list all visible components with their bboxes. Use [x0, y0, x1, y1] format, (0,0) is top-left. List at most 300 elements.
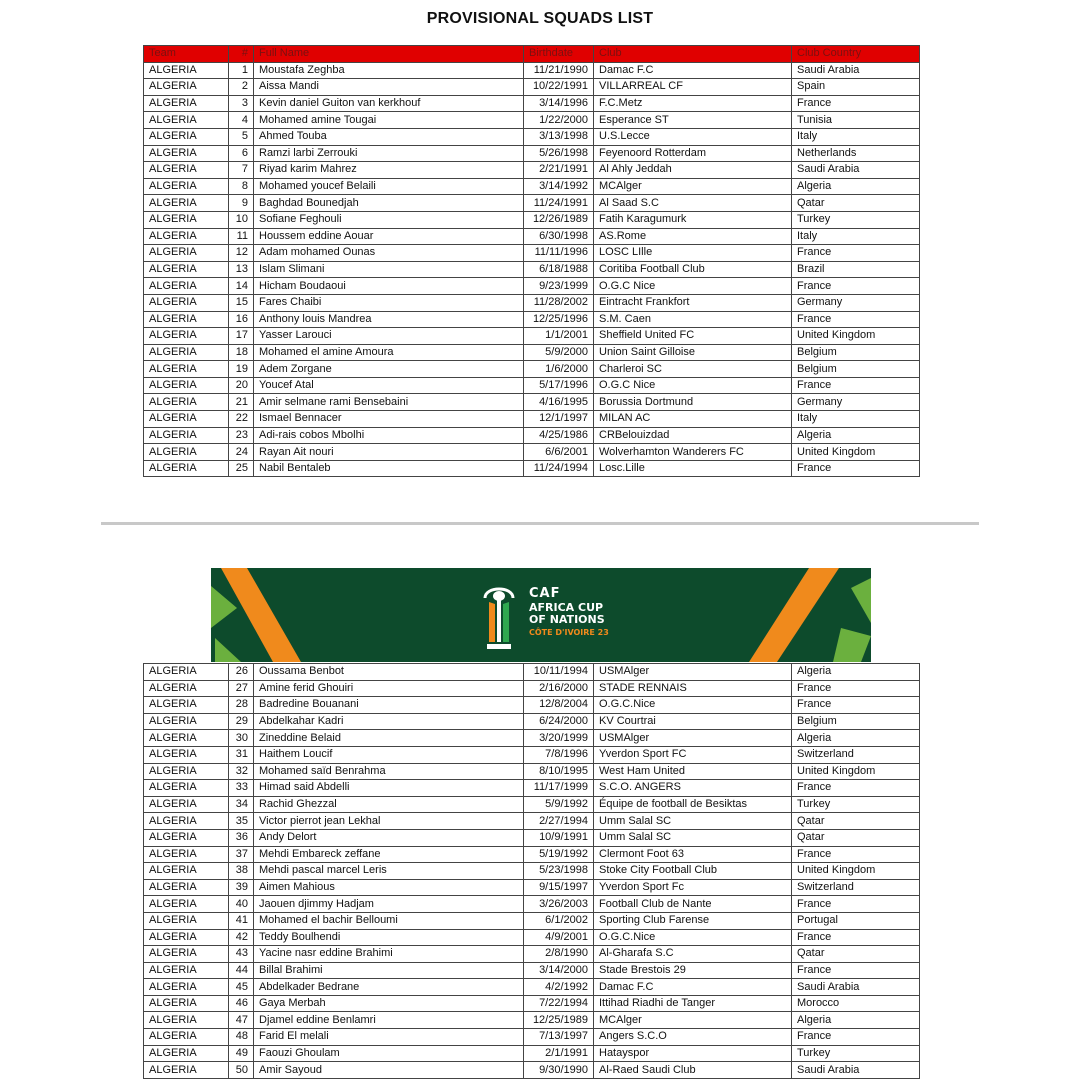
cell-number: 21 [229, 394, 254, 411]
cell-full-name: Sofiane Feghouli [254, 211, 524, 228]
cell-birthdate: 11/28/2002 [524, 294, 594, 311]
cell-number: 6 [229, 145, 254, 162]
cell-birthdate: 11/24/1994 [524, 460, 594, 477]
cell-team: ALGERIA [144, 697, 229, 714]
table-row [144, 995, 920, 1012]
cell-full-name: Rayan Ait nouri [254, 444, 524, 461]
cell-club-country: United Kingdom [792, 444, 920, 461]
cell-team: ALGERIA [144, 444, 229, 461]
cell-club: O.G.C Nice [594, 278, 792, 295]
cell-club-country: Qatar [792, 946, 920, 963]
cell-birthdate: 6/6/2001 [524, 444, 594, 461]
cell-birthdate: 6/1/2002 [524, 912, 594, 929]
cell-team: ALGERIA [144, 1012, 229, 1029]
cell-team: ALGERIA [144, 863, 229, 880]
table-row [144, 195, 920, 212]
cell-club-country: Italy [792, 228, 920, 245]
table-row [144, 444, 920, 461]
cell-birthdate: 11/24/1991 [524, 195, 594, 212]
cell-full-name: Andy Delort [254, 829, 524, 846]
cell-number: 41 [229, 912, 254, 929]
cell-number: 26 [229, 664, 254, 681]
cell-club-country: United Kingdom [792, 863, 920, 880]
cell-club: West Ham United [594, 763, 792, 780]
cell-birthdate: 4/9/2001 [524, 929, 594, 946]
cell-club: Football Club de Nante [594, 896, 792, 913]
cell-birthdate: 7/13/1997 [524, 1029, 594, 1046]
cell-club: Wolverhamton Wanderers FC [594, 444, 792, 461]
cell-number: 42 [229, 929, 254, 946]
cell-club: Ittihad Riadhi de Tanger [594, 995, 792, 1012]
page-title: PROVISIONAL SQUADS LIST [426, 10, 654, 27]
table-row [144, 95, 920, 112]
cell-club: Hatayspor [594, 1045, 792, 1062]
cell-club-country: Turkey [792, 1045, 920, 1062]
cell-birthdate: 2/21/1991 [524, 162, 594, 179]
cell-birthdate: 12/25/1989 [524, 1012, 594, 1029]
cell-full-name: Zineddine Belaid [254, 730, 524, 747]
cell-birthdate: 12/1/1997 [524, 411, 594, 428]
cell-birthdate: 3/13/1998 [524, 128, 594, 145]
cell-club-country: Belgium [792, 361, 920, 378]
cell-birthdate: 12/8/2004 [524, 697, 594, 714]
cell-club: Union Saint Gilloise [594, 344, 792, 361]
cell-team: ALGERIA [144, 128, 229, 145]
cell-club-country: Algeria [792, 664, 920, 681]
cell-full-name: Ismael Bennacer [254, 411, 524, 428]
logo-line-3: CÔTE D'IVOIRE 23 [529, 628, 609, 637]
cell-club-country: Algeria [792, 178, 920, 195]
table-row [144, 730, 920, 747]
cell-full-name: Adi-rais cobos Mbolhi [254, 427, 524, 444]
cell-number: 33 [229, 780, 254, 797]
table-row [144, 411, 920, 428]
table-row [144, 879, 920, 896]
cell-club-country: Saudi Arabia [792, 979, 920, 996]
cell-number: 12 [229, 245, 254, 262]
cell-club: Sheffield United FC [594, 328, 792, 345]
cell-birthdate: 1/22/2000 [524, 112, 594, 129]
table-row [144, 979, 920, 996]
cell-club: MCAlger [594, 178, 792, 195]
cell-birthdate: 6/18/1988 [524, 261, 594, 278]
cell-team: ALGERIA [144, 411, 229, 428]
header-full-name: Full Name [254, 46, 524, 63]
cell-number: 1 [229, 62, 254, 79]
cell-birthdate: 9/23/1999 [524, 278, 594, 295]
cell-club-country: Algeria [792, 1012, 920, 1029]
cell-full-name: Moustafa Zeghba [254, 62, 524, 79]
cell-club-country: Brazil [792, 261, 920, 278]
cell-club: MCAlger [594, 1012, 792, 1029]
cell-full-name: Oussama Benbot [254, 664, 524, 681]
table-row [144, 664, 920, 681]
cell-number: 5 [229, 128, 254, 145]
header-club-country: Club Country [792, 46, 920, 63]
cell-number: 43 [229, 946, 254, 963]
cell-club: Angers S.C.O [594, 1029, 792, 1046]
cell-team: ALGERIA [144, 680, 229, 697]
cell-team: ALGERIA [144, 979, 229, 996]
cell-club: Umm Salal SC [594, 829, 792, 846]
table-row [144, 145, 920, 162]
afcon-logo-text [529, 588, 609, 639]
cell-team: ALGERIA [144, 763, 229, 780]
cell-number: 31 [229, 746, 254, 763]
cell-number: 44 [229, 962, 254, 979]
cell-birthdate: 10/11/1994 [524, 664, 594, 681]
cell-club: Yverdon Sport Fc [594, 879, 792, 896]
table-row [144, 863, 920, 880]
cell-full-name: Billal Brahimi [254, 962, 524, 979]
cell-full-name: Badredine Bouanani [254, 697, 524, 714]
cell-club: Stade Brestois 29 [594, 962, 792, 979]
cell-club-country: United Kingdom [792, 763, 920, 780]
cell-team: ALGERIA [144, 796, 229, 813]
cell-number: 28 [229, 697, 254, 714]
cell-club-country: Qatar [792, 813, 920, 830]
cell-birthdate: 2/27/1994 [524, 813, 594, 830]
cell-number: 40 [229, 896, 254, 913]
cell-club-country: Spain [792, 79, 920, 96]
cell-club: O.G.C.Nice [594, 929, 792, 946]
table-row [144, 796, 920, 813]
cell-club: Damac F.C [594, 62, 792, 79]
cell-number: 36 [229, 829, 254, 846]
cell-team: ALGERIA [144, 112, 229, 129]
cell-club: S.C.O. ANGERS [594, 780, 792, 797]
cell-number: 17 [229, 328, 254, 345]
cell-number: 19 [229, 361, 254, 378]
cell-full-name: Yasser Larouci [254, 328, 524, 345]
table-header-row [144, 46, 920, 63]
cell-full-name: Houssem eddine Aouar [254, 228, 524, 245]
cell-club-country: France [792, 697, 920, 714]
cell-club-country: France [792, 780, 920, 797]
cell-team: ALGERIA [144, 1029, 229, 1046]
cell-club-country: Saudi Arabia [792, 62, 920, 79]
cell-club-country: France [792, 311, 920, 328]
cell-team: ALGERIA [144, 195, 229, 212]
logo-line-1: AFRICA CUP [529, 601, 604, 614]
cell-number: 50 [229, 1062, 254, 1079]
cell-club-country: France [792, 896, 920, 913]
cell-team: ALGERIA [144, 879, 229, 896]
cell-club-country: Switzerland [792, 746, 920, 763]
cell-team: ALGERIA [144, 460, 229, 477]
cell-number: 48 [229, 1029, 254, 1046]
cell-team: ALGERIA [144, 62, 229, 79]
table-row [144, 62, 920, 79]
cell-club: VILLARREAL CF [594, 79, 792, 96]
cell-full-name: Islam Slimani [254, 261, 524, 278]
cell-birthdate: 3/14/2000 [524, 962, 594, 979]
table-row [144, 128, 920, 145]
cell-number: 30 [229, 730, 254, 747]
table-row [144, 460, 920, 477]
cell-birthdate: 5/26/1998 [524, 145, 594, 162]
cell-number: 39 [229, 879, 254, 896]
cell-club: O.G.C Nice [594, 377, 792, 394]
cell-birthdate: 11/11/1996 [524, 245, 594, 262]
cell-club-country: France [792, 929, 920, 946]
cell-number: 45 [229, 979, 254, 996]
cell-club: S.M. Caen [594, 311, 792, 328]
cell-full-name: Youcef Atal [254, 377, 524, 394]
cell-full-name: Adem Zorgane [254, 361, 524, 378]
cell-full-name: Hicham Boudaoui [254, 278, 524, 295]
cell-birthdate: 8/10/1995 [524, 763, 594, 780]
cell-team: ALGERIA [144, 145, 229, 162]
cell-full-name: Faouzi Ghoulam [254, 1045, 524, 1062]
logo-line-2: OF NATIONS [529, 613, 605, 626]
cell-club: U.S.Lecce [594, 128, 792, 145]
cell-number: 2 [229, 79, 254, 96]
cell-full-name: Yacine nasr eddine Brahimi [254, 946, 524, 963]
header-number: # [229, 46, 254, 63]
cell-club: Fatih Karagumurk [594, 211, 792, 228]
cell-team: ALGERIA [144, 1045, 229, 1062]
afcon-banner [211, 568, 871, 662]
cell-club-country: United Kingdom [792, 328, 920, 345]
cell-club-country: Saudi Arabia [792, 162, 920, 179]
cell-club: Borussia Dortmund [594, 394, 792, 411]
cell-full-name: Himad said Abdelli [254, 780, 524, 797]
cell-club-country: France [792, 245, 920, 262]
table-row [144, 680, 920, 697]
cell-club: AS.Rome [594, 228, 792, 245]
cell-team: ALGERIA [144, 912, 229, 929]
cell-team: ALGERIA [144, 79, 229, 96]
cell-birthdate: 2/16/2000 [524, 680, 594, 697]
cell-birthdate: 4/16/1995 [524, 394, 594, 411]
cell-full-name: Ahmed Touba [254, 128, 524, 145]
cell-number: 49 [229, 1045, 254, 1062]
cell-birthdate: 6/24/2000 [524, 713, 594, 730]
cell-number: 4 [229, 112, 254, 129]
cell-club: Al Saad S.C [594, 195, 792, 212]
cell-full-name: Mehdi Embareck zeffane [254, 846, 524, 863]
cell-birthdate: 1/6/2000 [524, 361, 594, 378]
caf-wordmark: CAF [529, 586, 561, 601]
table-row [144, 846, 920, 863]
cell-team: ALGERIA [144, 427, 229, 444]
header-team: Team [144, 46, 229, 63]
cell-club-country: Algeria [792, 427, 920, 444]
cell-number: 22 [229, 411, 254, 428]
cell-birthdate: 6/30/1998 [524, 228, 594, 245]
table-row [144, 962, 920, 979]
cell-number: 24 [229, 444, 254, 461]
cell-team: ALGERIA [144, 211, 229, 228]
cell-club-country: France [792, 377, 920, 394]
cell-full-name: Fares Chaibi [254, 294, 524, 311]
cell-club-country: Turkey [792, 211, 920, 228]
table-row [144, 929, 920, 946]
cell-number: 47 [229, 1012, 254, 1029]
cell-full-name: Abdelkader Bedrane [254, 979, 524, 996]
cell-team: ALGERIA [144, 95, 229, 112]
cell-club-country: France [792, 278, 920, 295]
cell-full-name: Mehdi pascal marcel Leris [254, 863, 524, 880]
cell-birthdate: 5/17/1996 [524, 377, 594, 394]
cell-full-name: Adam mohamed Ounas [254, 245, 524, 262]
cell-number: 18 [229, 344, 254, 361]
cell-full-name: Kevin daniel Guiton van kerkhouf [254, 95, 524, 112]
cell-team: ALGERIA [144, 713, 229, 730]
cell-club: Umm Salal SC [594, 813, 792, 830]
table-row [144, 896, 920, 913]
cell-club: KV Courtrai [594, 713, 792, 730]
cell-birthdate: 2/8/1990 [524, 946, 594, 963]
cell-number: 13 [229, 261, 254, 278]
cell-birthdate: 11/17/1999 [524, 780, 594, 797]
cell-full-name: Teddy Boulhendi [254, 929, 524, 946]
cell-number: 27 [229, 680, 254, 697]
cell-team: ALGERIA [144, 178, 229, 195]
cell-club: Sporting Club Farense [594, 912, 792, 929]
cell-number: 7 [229, 162, 254, 179]
header-birthdate: Birthdate [524, 46, 594, 63]
table-row [144, 1012, 920, 1029]
cell-team: ALGERIA [144, 311, 229, 328]
cell-number: 20 [229, 377, 254, 394]
table-row [144, 763, 920, 780]
cell-club-country: Belgium [792, 713, 920, 730]
cell-club-country: Turkey [792, 796, 920, 813]
cell-number: 29 [229, 713, 254, 730]
cell-full-name: Amine ferid Ghouiri [254, 680, 524, 697]
table-row [144, 1029, 920, 1046]
cell-number: 8 [229, 178, 254, 195]
cell-birthdate: 11/21/1990 [524, 62, 594, 79]
cell-club-country: Italy [792, 128, 920, 145]
cell-full-name: Abdelkahar Kadri [254, 713, 524, 730]
cell-number: 32 [229, 763, 254, 780]
cell-birthdate: 7/22/1994 [524, 995, 594, 1012]
cell-team: ALGERIA [144, 245, 229, 262]
table-row [144, 178, 920, 195]
header-club: Club [594, 46, 792, 63]
cell-club: CRBelouizdad [594, 427, 792, 444]
table-row [144, 1062, 920, 1079]
cell-club-country: Netherlands [792, 145, 920, 162]
cell-birthdate: 4/25/1986 [524, 427, 594, 444]
cell-club: Damac F.C [594, 979, 792, 996]
cell-club-country: France [792, 846, 920, 863]
cell-full-name: Aimen Mahious [254, 879, 524, 896]
table-row [144, 162, 920, 179]
cell-team: ALGERIA [144, 377, 229, 394]
cell-number: 16 [229, 311, 254, 328]
table-row [144, 79, 920, 96]
cell-club: USMAlger [594, 664, 792, 681]
cell-club: Coritiba Football Club [594, 261, 792, 278]
cell-full-name: Djamel eddine Benlamri [254, 1012, 524, 1029]
cell-full-name: Amir Sayoud [254, 1062, 524, 1079]
cell-club-country: Belgium [792, 344, 920, 361]
cell-club: Équipe de football de Besiktas [594, 796, 792, 813]
table-row [144, 946, 920, 963]
cell-club: Al-Raed Saudi Club [594, 1062, 792, 1079]
cell-birthdate: 9/30/1990 [524, 1062, 594, 1079]
table-row [144, 427, 920, 444]
cell-full-name: Anthony louis Mandrea [254, 311, 524, 328]
table-row [144, 112, 920, 129]
cell-full-name: Ramzi larbi Zerrouki [254, 145, 524, 162]
cell-number: 10 [229, 211, 254, 228]
cell-team: ALGERIA [144, 328, 229, 345]
cell-club-country: Portugal [792, 912, 920, 929]
cell-team: ALGERIA [144, 394, 229, 411]
cell-club: Clermont Foot 63 [594, 846, 792, 863]
cell-club-country: Saudi Arabia [792, 1062, 920, 1079]
cell-birthdate: 12/26/1989 [524, 211, 594, 228]
cell-birthdate: 7/8/1996 [524, 746, 594, 763]
cell-full-name: Mohamed el amine Amoura [254, 344, 524, 361]
cell-team: ALGERIA [144, 261, 229, 278]
cell-club-country: Germany [792, 294, 920, 311]
cell-full-name: Haithem Loucif [254, 746, 524, 763]
cell-team: ALGERIA [144, 664, 229, 681]
cell-team: ALGERIA [144, 1062, 229, 1079]
cell-team: ALGERIA [144, 946, 229, 963]
cell-team: ALGERIA [144, 780, 229, 797]
cell-full-name: Gaya Merbah [254, 995, 524, 1012]
cell-club-country: France [792, 962, 920, 979]
cell-number: 11 [229, 228, 254, 245]
cell-number: 23 [229, 427, 254, 444]
cell-full-name: Rachid Ghezzal [254, 796, 524, 813]
cell-team: ALGERIA [144, 228, 229, 245]
table-row [144, 361, 920, 378]
cell-team: ALGERIA [144, 746, 229, 763]
cell-team: ALGERIA [144, 162, 229, 179]
cell-birthdate: 1/1/2001 [524, 328, 594, 345]
cell-number: 15 [229, 294, 254, 311]
cell-number: 38 [229, 863, 254, 880]
cell-full-name: Nabil Bentaleb [254, 460, 524, 477]
cell-number: 3 [229, 95, 254, 112]
cell-team: ALGERIA [144, 829, 229, 846]
cell-birthdate: 3/26/2003 [524, 896, 594, 913]
cell-club-country: France [792, 95, 920, 112]
cell-team: ALGERIA [144, 344, 229, 361]
cell-number: 37 [229, 846, 254, 863]
cell-number: 9 [229, 195, 254, 212]
table-row [144, 697, 920, 714]
cell-birthdate: 5/9/1992 [524, 796, 594, 813]
cell-full-name: Mohamed amine Tougai [254, 112, 524, 129]
cell-club-country: Italy [792, 411, 920, 428]
cell-club: Losc.Lille [594, 460, 792, 477]
cell-club: Feyenoord Rotterdam [594, 145, 792, 162]
cell-team: ALGERIA [144, 962, 229, 979]
cell-club-country: Qatar [792, 829, 920, 846]
table-row [144, 746, 920, 763]
table-row [144, 294, 920, 311]
cell-team: ALGERIA [144, 278, 229, 295]
cell-club: Esperance ST [594, 112, 792, 129]
table-row [144, 228, 920, 245]
cell-club-country: France [792, 1029, 920, 1046]
cell-birthdate: 2/1/1991 [524, 1045, 594, 1062]
table-row [144, 829, 920, 846]
cell-club-country: Switzerland [792, 879, 920, 896]
cell-birthdate: 5/19/1992 [524, 846, 594, 863]
table-row [144, 311, 920, 328]
table-row [144, 261, 920, 278]
